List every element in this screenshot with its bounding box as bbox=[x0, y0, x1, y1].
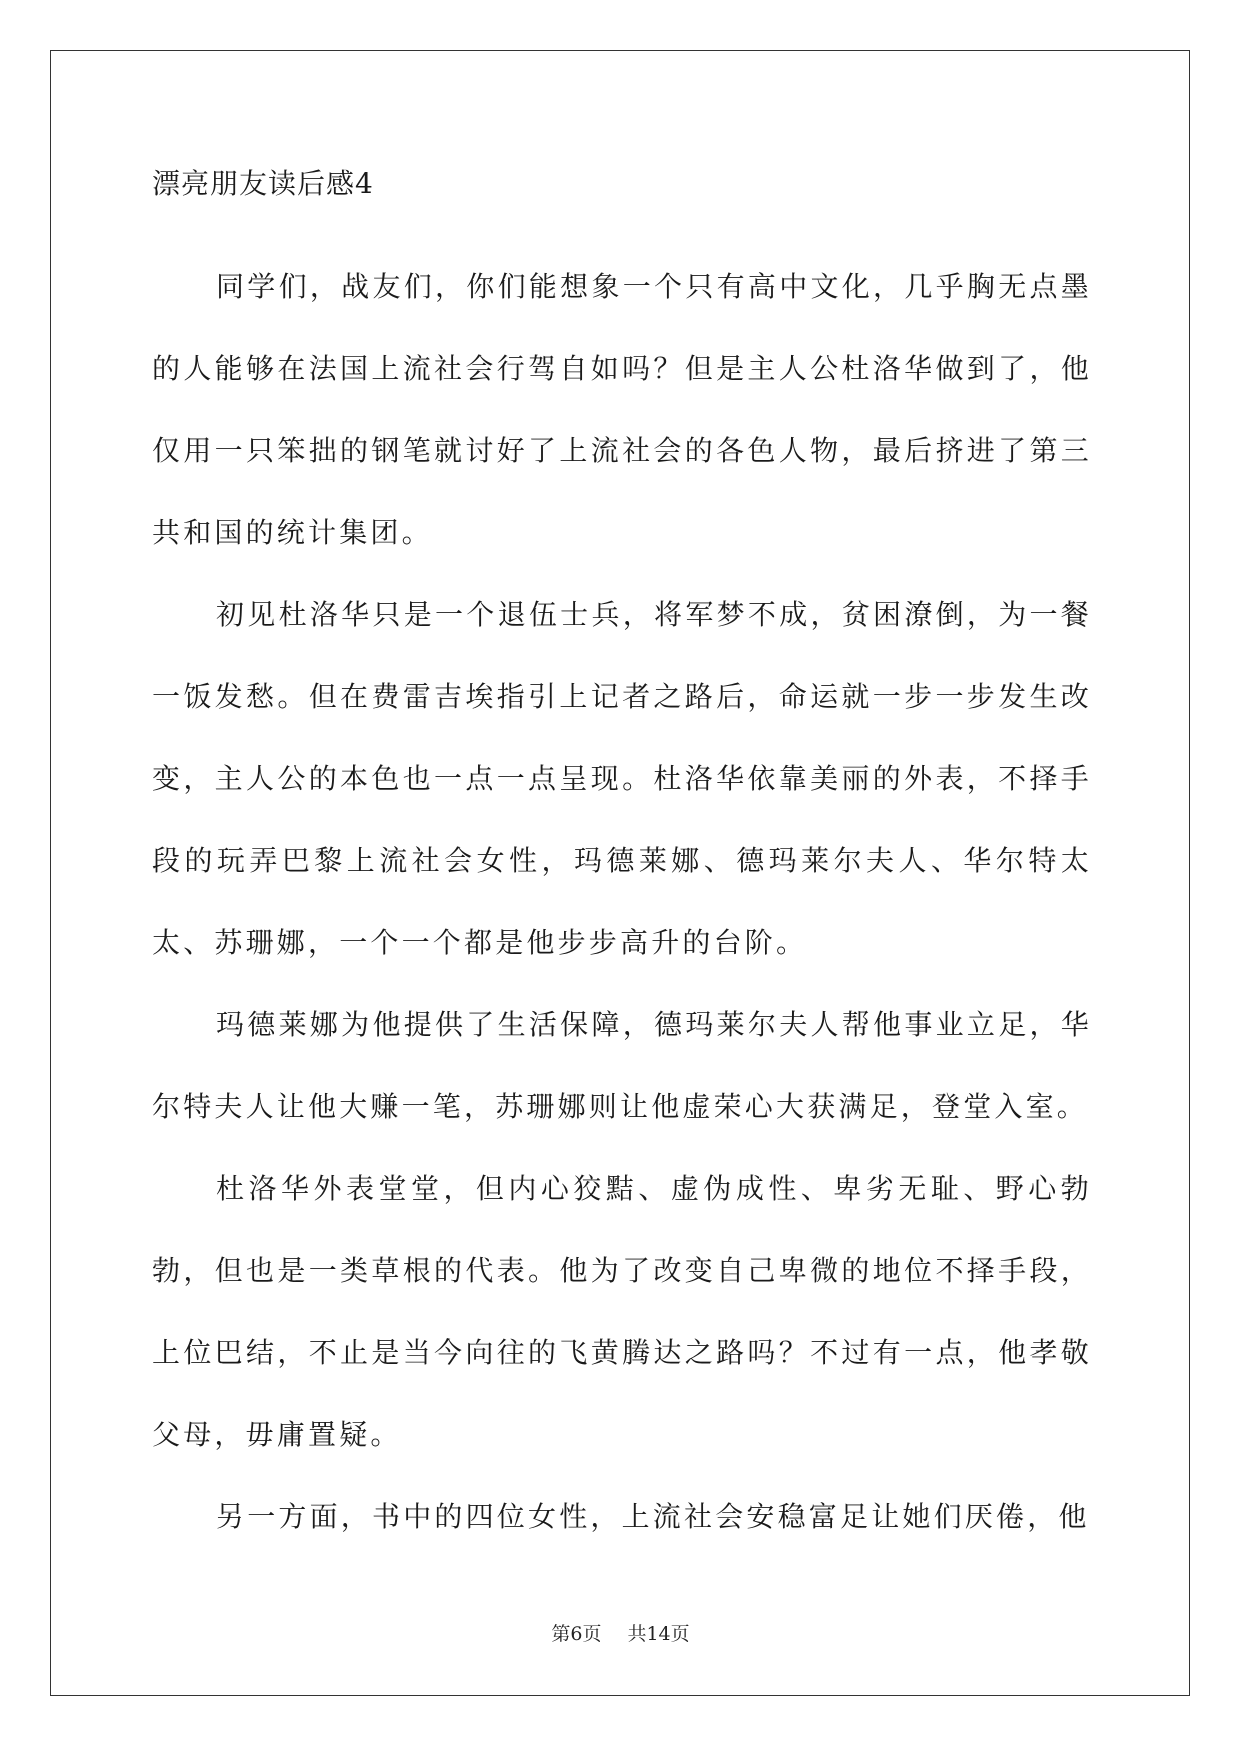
page-number: 第6页 bbox=[551, 1623, 602, 1645]
page-footer bbox=[0, 1622, 1241, 1646]
document-body bbox=[152, 164, 1092, 1558]
paragraph-4: 杜洛华外表堂堂，但内心狡黠、虚伪成性、卑劣无耻、野心勃勃，但也是一类草根的代表。他为了改变自己卑微的地位不择手段，上位巴结，不止是当今向往的飞黄腾达之路吗？不过有一点，他孝敬父母，毋庸置疑。 bbox=[152, 1172, 1092, 1451]
paragraph-2: 初见杜洛华只是一个退伍士兵，将军梦不成，贫困潦倒，为一餐一饭发愁。但在费雷吉埃指引上记者之路后，命运就一步一步发生改变，主人公的本色也一点一点呈现。杜洛华依靠美丽的外表，不择手段的玩弄巴黎上流社会女性，玛德莱娜、德玛莱尔夫人、华尔特太太、苏珊娜，一个一个都是他步步高升的台阶。 bbox=[152, 598, 1092, 959]
paragraph-1: 同学们，战友们，你们能想象一个只有高中文化，几乎胸无点墨的人能够在法国上流社会行驾自如吗？但是主人公杜洛华做到了，他仅用一只笨拙的钢笔就讨好了上流社会的各色人物，最后挤进了第三共和国的统计集团。 bbox=[152, 270, 1092, 549]
paragraph-3: 玛德莱娜为他提供了生活保障，德玛莱尔夫人帮他事业立足，华尔特夫人让他大赚一笔，苏珊娜则让他虚荣心大获满足，登堂入室。 bbox=[152, 1008, 1092, 1123]
document-title: 漂亮朋友读后感4 bbox=[152, 167, 374, 200]
page-total: 共14页 bbox=[627, 1623, 690, 1645]
paragraph-5: 另一方面，书中的四位女性，上流社会安稳富足让她们厌倦，他 bbox=[216, 1500, 1090, 1533]
